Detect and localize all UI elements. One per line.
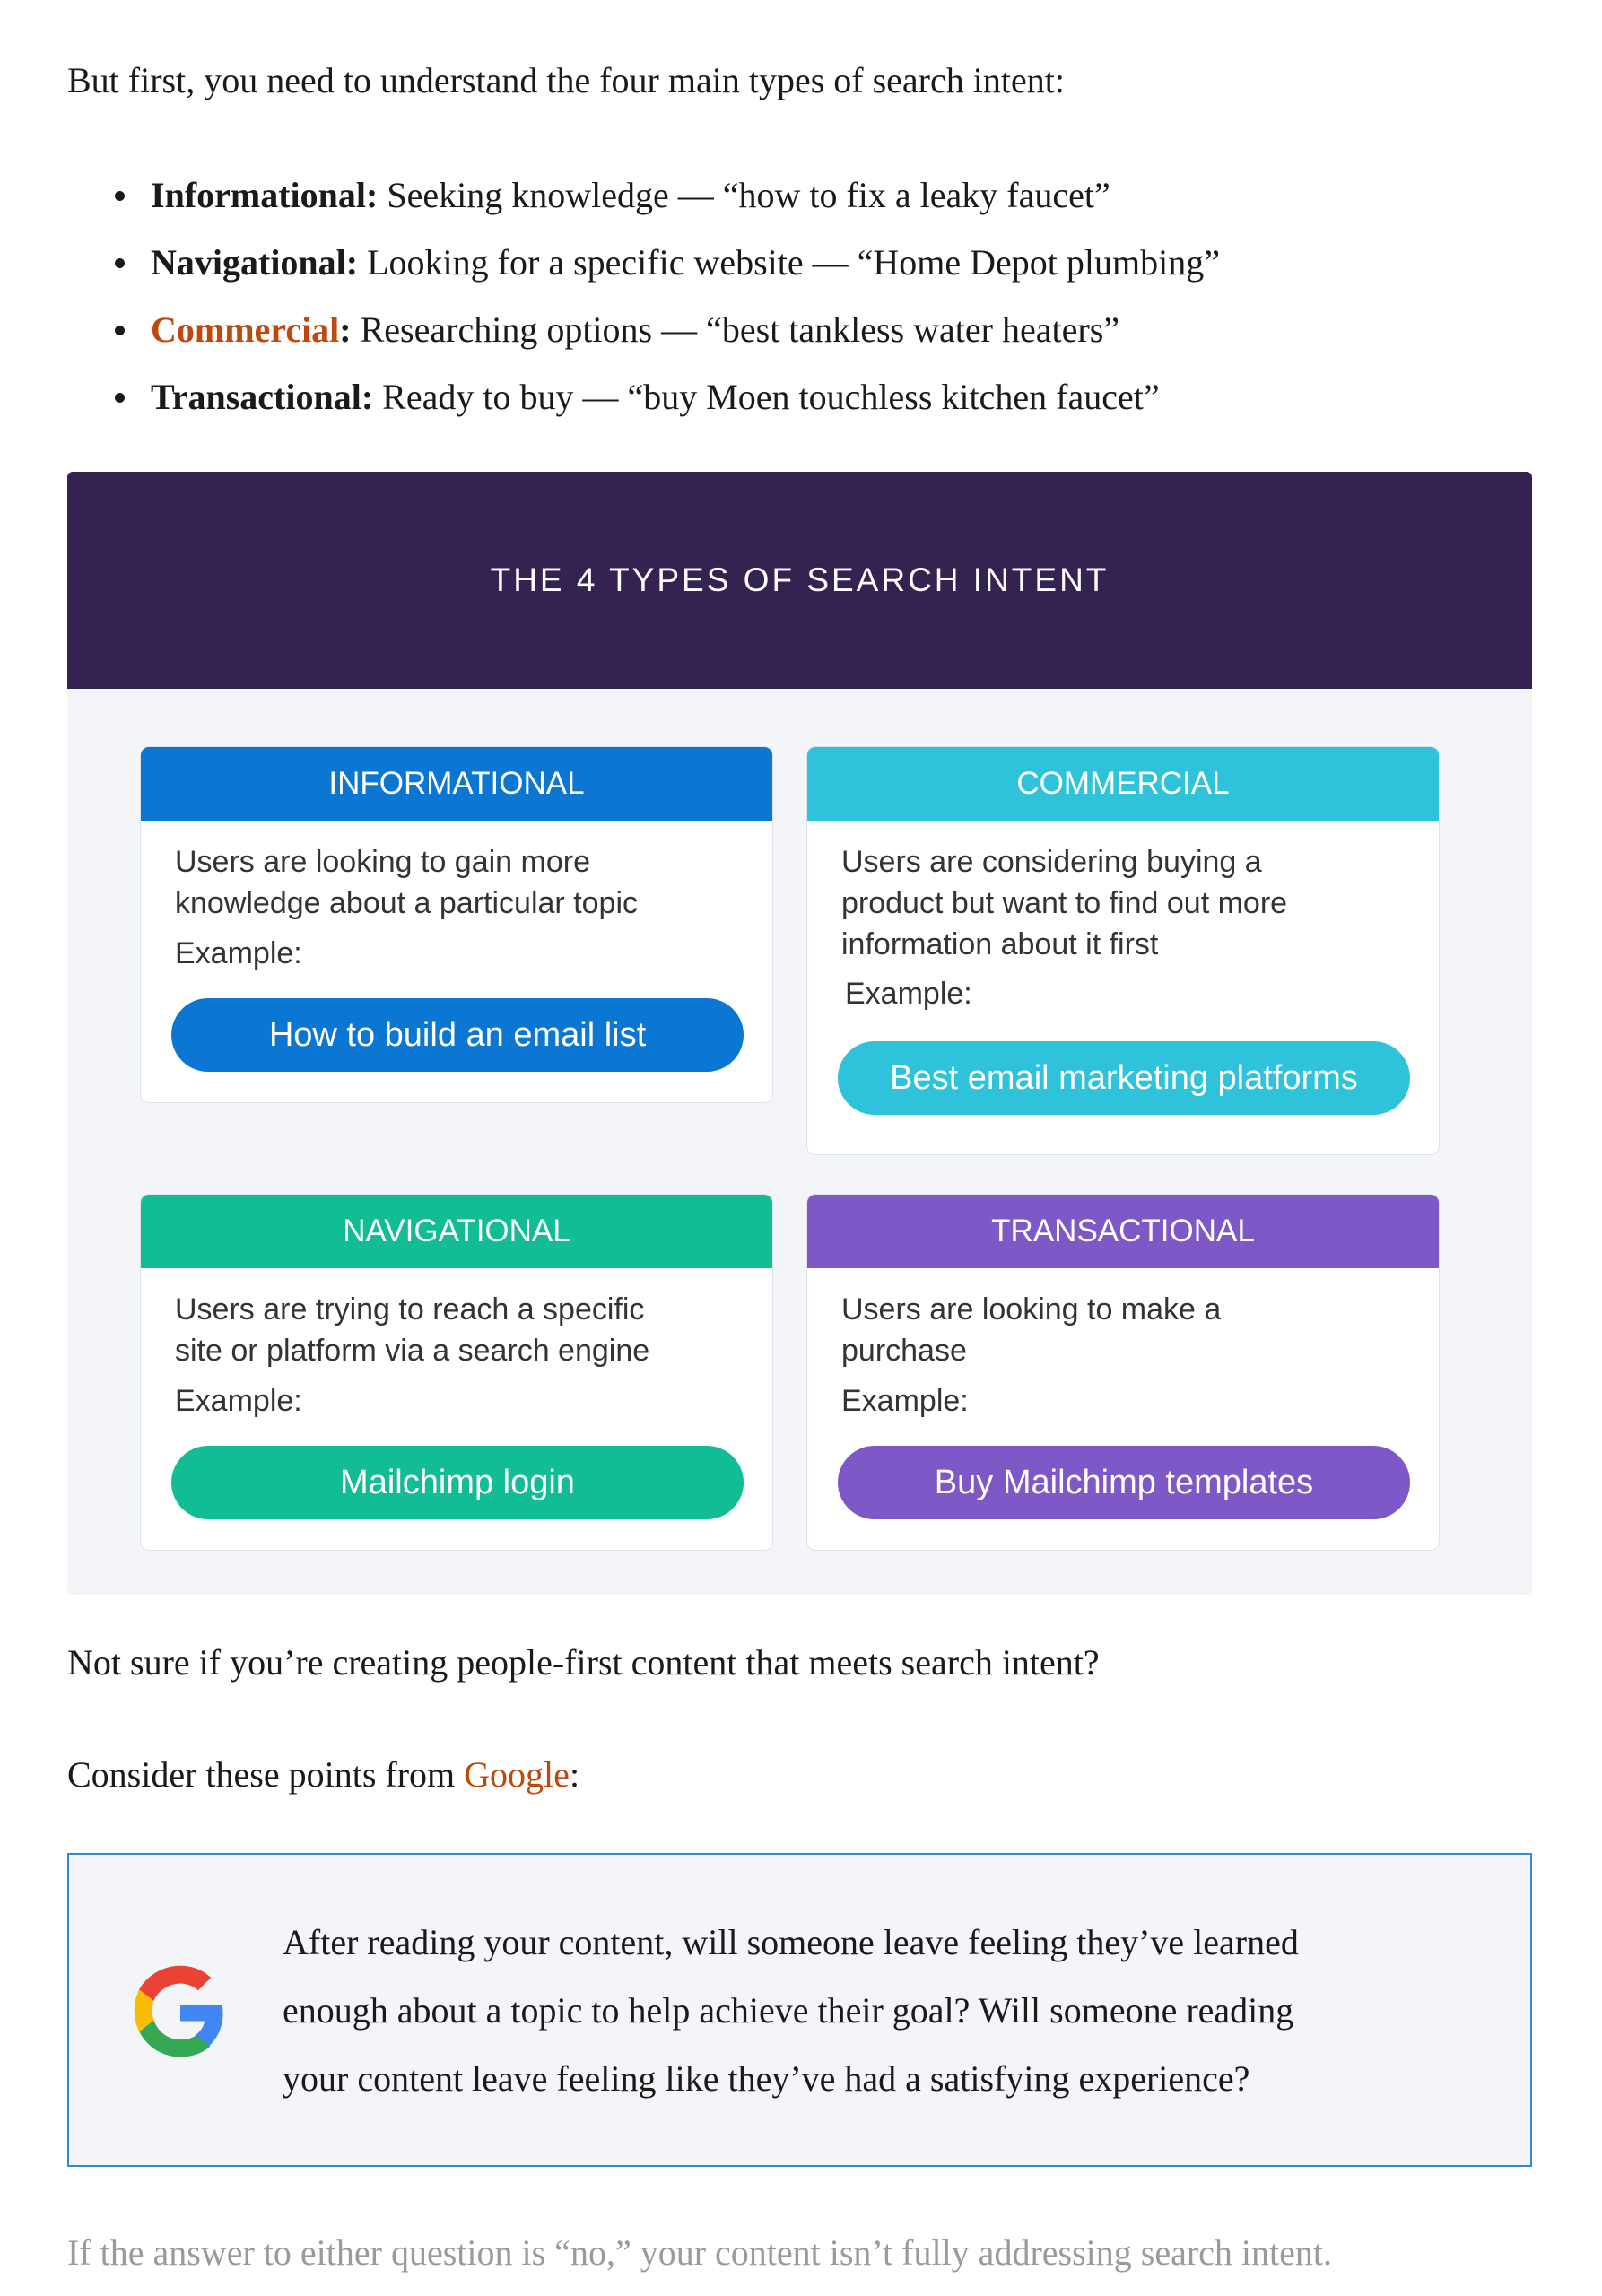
quote-text <box>283 1909 1484 2113</box>
google-g-icon <box>132 1964 229 2061</box>
card-transactional <box>806 1194 1440 1551</box>
card-description-line: Users are considering buying a <box>841 845 1262 879</box>
consider-paragraph <box>67 1750 579 1800</box>
bullet-term: Transactional: <box>151 377 374 417</box>
example-label: Example: <box>845 977 972 1011</box>
card-commercial <box>806 746 1440 1155</box>
list-item-transactional <box>67 363 1220 430</box>
google-link[interactable]: Google <box>464 1754 570 1795</box>
bullet-term: Informational: <box>151 175 379 215</box>
card-description <box>175 1289 649 1371</box>
bullet-text: Seeking knowledge — “how to fix a leaky faucet” <box>378 175 1110 215</box>
consider-text: Consider these points from <box>67 1754 465 1795</box>
card-description <box>841 1289 1221 1371</box>
card-title: COMMERCIAL <box>807 747 1439 821</box>
card-title: NAVIGATIONAL <box>141 1195 772 1268</box>
card-navigational <box>140 1194 773 1551</box>
google-quote-box <box>67 1853 1532 2167</box>
card-description-line: Users are trying to reach a specific <box>175 1292 645 1326</box>
card-description <box>175 841 638 924</box>
example-pill: Mailchimp login <box>171 1446 744 1519</box>
example-pill: Buy Mailchimp templates <box>838 1446 1410 1519</box>
example-label: Example: <box>175 1384 302 1418</box>
list-item-navigational <box>67 229 1220 296</box>
card-description-line: information about it first <box>841 927 1159 961</box>
example-pill: How to build an email list <box>171 998 744 1072</box>
consider-colon: : <box>569 1754 580 1795</box>
example-label: Example: <box>175 936 302 970</box>
bullet-text: Looking for a specific website — “Home Depot plumbing” <box>358 242 1220 283</box>
card-title: INFORMATIONAL <box>141 747 772 821</box>
card-description-line: site or platform via a search engine <box>175 1334 650 1368</box>
bullet-sep: : <box>339 309 352 350</box>
card-description-line: Users are looking to gain more <box>175 845 591 879</box>
card-description-line: Users are looking to make a <box>841 1292 1222 1326</box>
card-informational <box>140 746 773 1103</box>
intent-list <box>67 161 1220 430</box>
card-description-line: product but want to find out more <box>841 886 1288 920</box>
example-pill: Best email marketing platforms <box>838 1041 1410 1115</box>
intro-paragraph: But first, you need to understand the four main types of search intent: <box>67 60 1065 100</box>
card-description <box>841 841 1287 965</box>
infographic-title: THE 4 TYPES OF SEARCH INTENT <box>490 561 1110 598</box>
quote-line: After reading your content, will someone leave feeling they’ve learned <box>283 1922 1299 1962</box>
commercial-link[interactable]: Commercial <box>151 309 340 350</box>
quote-line: your content leave feeling like they’ve had a satisfying experience? <box>283 2058 1250 2099</box>
quote-line: enough about a topic to help achieve their goal? Will someone reading <box>283 1990 1294 2031</box>
question-paragraph: Not sure if you’re creating people-first content that meets search intent? <box>67 1642 1100 1683</box>
card-description-line: purchase <box>841 1334 967 1368</box>
bullet-text: Researching options — “best tankless water heaters” <box>351 309 1120 350</box>
list-item-informational <box>67 161 1220 229</box>
bullet-text: Ready to buy — “buy Moen touchless kitchen faucet” <box>373 377 1160 417</box>
list-item-commercial <box>67 296 1220 363</box>
example-label: Example: <box>841 1384 969 1418</box>
card-description-line: knowledge about a particular topic <box>175 886 638 920</box>
card-title: TRANSACTIONAL <box>807 1195 1439 1268</box>
bullet-term: Navigational: <box>151 242 359 283</box>
infographic-header <box>67 472 1532 689</box>
conclusion-paragraph: If the answer to either question is “no,” your content isn’t fully addressing search intent. <box>67 2232 1332 2273</box>
search-intent-infographic <box>67 472 1532 1595</box>
